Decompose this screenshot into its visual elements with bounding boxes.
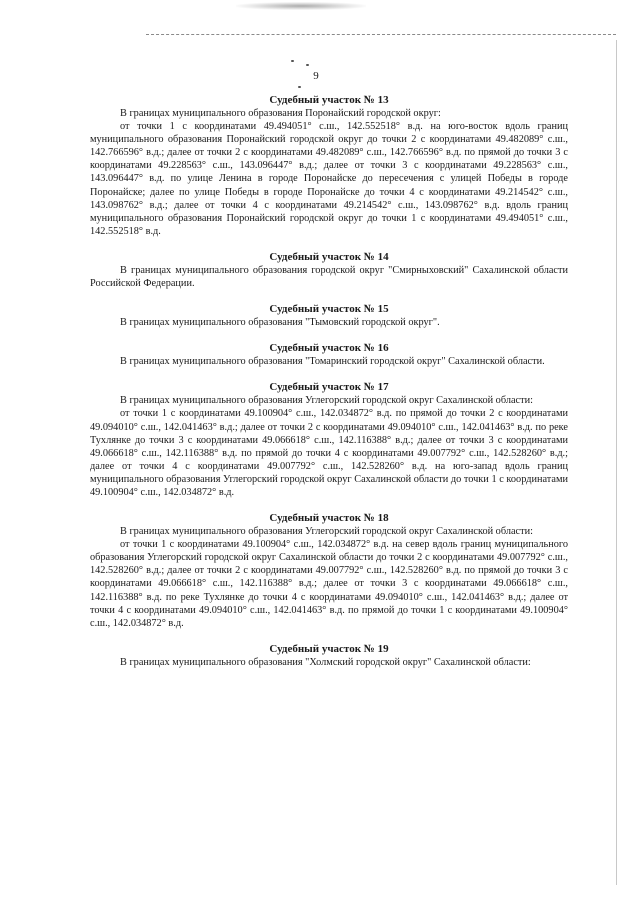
section-paragraph: от точки 1 с координатами 49.100904° с.ш., 142.034872° в.д. на север вдоль границ муниципального образования Углегорский городской округ Сахалинской области до точки 2 с координатами 49.007792° с.ш., 142.528260° в.д.; далее от точки 2 с координатами 49.007792° с.ш., 142.528260° в.д. по прямой до точки 3 с координатами 49.066618° с.ш., 142.116388° в.д.; далее от точки 3 с координатами 49.066618° с.ш., 142.116388° в.д. по реке Тухлянке до точки 4 с координатами 49.094010° с.ш., 142.041463° в.д.; далее от точки 4 с координатами 49.094010° с.ш., 142.041463° в.д. по прямой до точки 1 с координатами 49.100904° с.ш., 142.034872° в.д.: [90, 539, 568, 629]
section-court-18: [90, 512, 568, 630]
section-court-15: [90, 303, 568, 329]
section-paragraph: В границах муниципального образования Углегорский городской округ Сахалинской области:: [120, 395, 533, 407]
section-heading: Судебный участок № 17: [269, 381, 389, 394]
section-court-16: [90, 342, 568, 368]
section-paragraph: В границах муниципального образования "Тымовский городской округ".: [120, 317, 440, 329]
scan-speck: [291, 60, 294, 62]
scan-speck: [306, 64, 309, 66]
scan-smudge: [236, 2, 366, 10]
scan-speck: [298, 86, 301, 88]
section-court-19: [90, 643, 568, 669]
section-heading: Судебный участок № 16: [269, 342, 389, 355]
section-paragraph: В границах муниципального образования Углегорский городской округ Сахалинской области:: [120, 526, 533, 538]
section-heading: Судебный участок № 18: [269, 512, 389, 525]
section-heading: Судебный участок № 14: [269, 250, 389, 263]
section-paragraph: от точки 1 с координатами 49.494051° с.ш., 142.552518° в.д. на юго-восток вдоль границ муниципального образования Поронайский городской округ до точки 2 с координатами 49.482089° с.ш., 142.766596° в.д.; далее от точки 2 с координатами 49.482089° с.ш., 142.766596° в.д. по прямой до точки 3 с координатами 49.228563° с.ш., 143.096447° в.д.; далее от точки 3 с координатами 49.228563° с.ш., 143.096447° в.д. по улице Ленина в городе Поронайске до пересечения с улицей Победы в городе Поронайске; далее по улице Победы в городе Поронайске до точки 4 с координатами 49.214542° с.ш., 143.098762° в.д.; далее от точки 4 с координатами 49.214542° с.ш., 143.098762° в.д. вдоль границ муниципального образования Поронайский городской округ до точки 1 с координатами 49.494051° с.ш., 142.552518° в.д.: [90, 121, 568, 237]
section-heading: Судебный участок № 13: [269, 94, 389, 106]
page-number: 9: [313, 70, 319, 82]
scan-top-rule: [146, 34, 616, 35]
section-court-17: [90, 381, 568, 499]
section-court-13: [90, 94, 568, 238]
section-court-14: [90, 251, 568, 290]
document-body: [90, 94, 568, 669]
section-heading: Судебный участок № 19: [269, 642, 389, 655]
section-paragraph: В границах муниципального образования "Томаринский городской округ" Сахалинской области.: [120, 356, 545, 368]
section-paragraph: от точки 1 с координатами 49.100904° с.ш., 142.034872° в.д. по прямой до точки 2 с координатами 49.094010° с.ш., 142.041463° в.д.; далее от точки 2 с координатами 49.094010° с.ш., 142.041463° в.д. по реке Тухлянке до точки 3 с координатами 49.066618° с.ш., 142.116388° в.д.; далее от точки 3 с координатами 49.066618° с.ш., 142.116388° в.д. по прямой до точки 4 с координатами 49.007792° с.ш., 142.528260° в.д.; далее от точки 4 с координатами 49.007792° с.ш., 142.528260° в.д. на юго-запад вдоль границ муниципального образования Углегорский городской округ Сахалинской области до точки 1 с координатами 49.100904° с.ш., 142.034872° в.д.: [90, 408, 568, 498]
section-paragraph: В границах муниципального образования "Холмский городской округ" Сахалинской области:: [120, 656, 531, 668]
section-paragraph: В границах муниципального образования Поронайский городской округ:: [120, 108, 441, 119]
section-paragraph: В границах муниципального образования городской округ "Смирныховский" Сахалинской области Российской Федерации.: [90, 264, 568, 290]
section-heading: Судебный участок № 15: [269, 303, 389, 316]
scan-right-edge: [616, 40, 617, 885]
